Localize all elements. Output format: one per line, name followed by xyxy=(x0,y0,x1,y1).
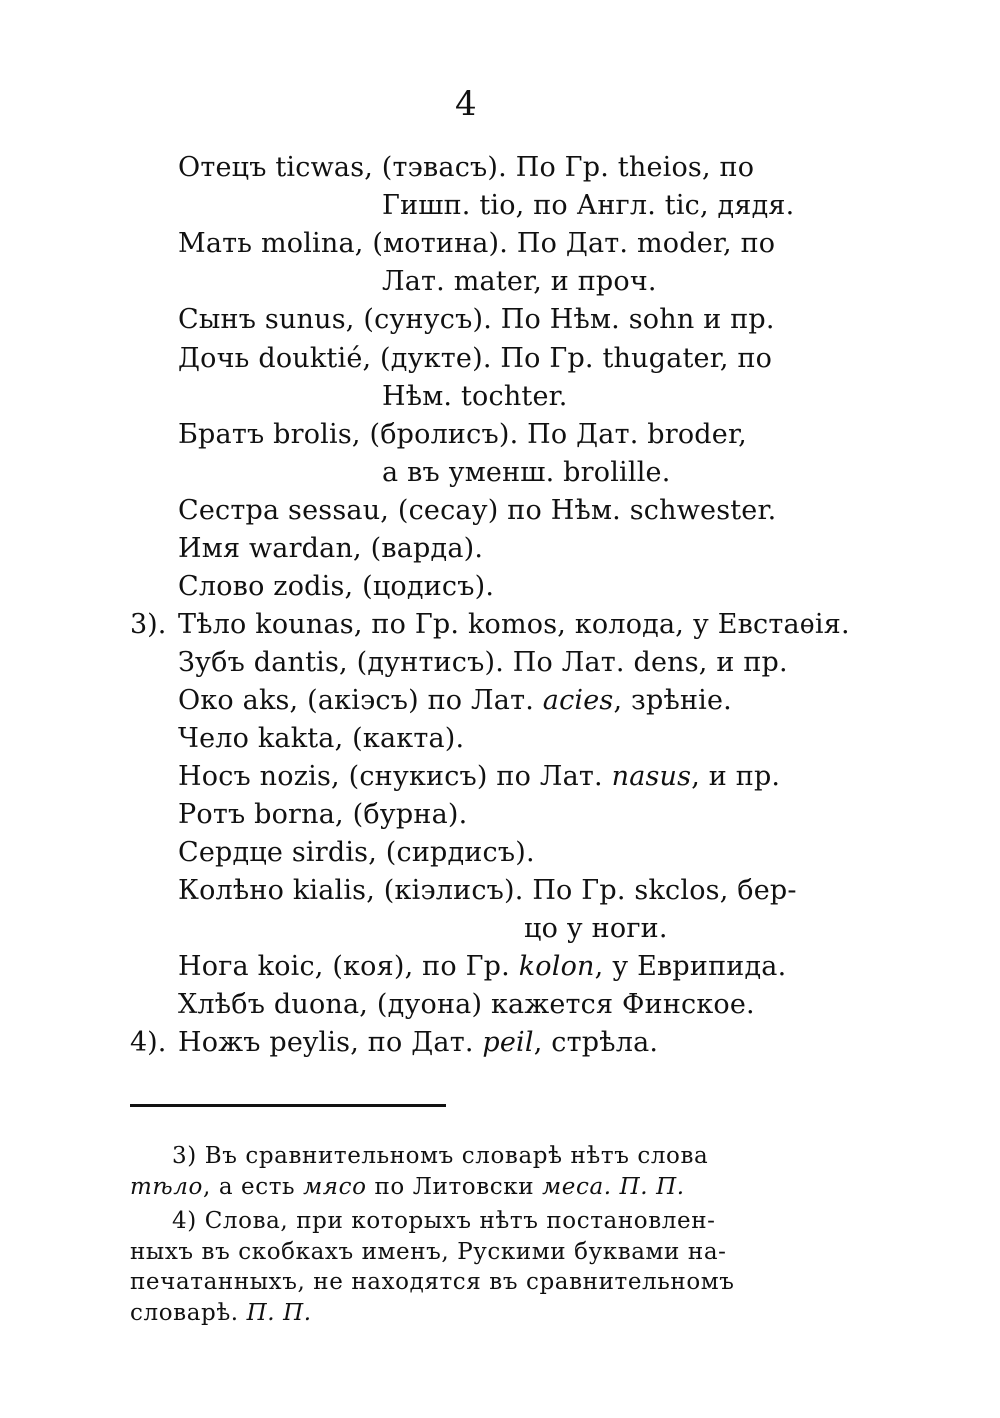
footnote-marker-3: 3). xyxy=(130,609,167,640)
entry-sister: Сестра sessau, (сесау) по Нѣм. schwester. xyxy=(178,495,777,526)
entry-leg: Нога koic, (коя), по Гр. kolon, у Еврипида. xyxy=(178,951,787,982)
entry-word: Слово zodis, (цодисъ). xyxy=(178,571,495,602)
entry-heart: Сердце sirdis, (сирдисъ). xyxy=(178,837,535,868)
entry-brother-cont: а въ уменш. brolille. xyxy=(382,457,671,488)
entry-eye: Око aks, (акіэсъ) по Лат. acies, зрѣніе. xyxy=(178,685,732,716)
footnote-4-line-1: 4) Слова, при которыхъ нѣтъ постановлен- xyxy=(172,1208,716,1234)
entry-brother: Братъ brolis, (бролисъ). По Дат. broder, xyxy=(178,419,747,450)
entry-body: Тѣло kounas, по Гр. komos, колода, у Евстаѳія. xyxy=(178,609,850,640)
entry-forehead: Чело kakta, (какта). xyxy=(178,723,465,754)
footnote-divider xyxy=(130,1104,446,1107)
footnote-3-line-2: тѣло, а есть мясо по Литовски меса. П. П. xyxy=(130,1174,685,1200)
footnote-3-line-1: 3) Въ сравнительномъ словарѣ нѣтъ слова xyxy=(172,1143,709,1169)
entry-father-cont: Гишп. tio, по Англ. tic, дядя. xyxy=(382,190,795,221)
entry-father: Отецъ ticwas, (тэвасъ). По Гр. theios, по xyxy=(178,152,755,183)
entry-knife: Ножъ peylis, по Дат. peil, стрѣла. xyxy=(178,1027,659,1058)
page-number: 4 xyxy=(455,84,477,124)
footnote-4-line-3: печатанныхъ, не находятся въ сравнительномъ xyxy=(130,1269,735,1295)
entry-nose: Носъ nozis, (снукисъ) по Лат. nasus, и пр. xyxy=(178,761,781,792)
entry-knee: Колѣно kialis, (кіэлисъ). По Гр. skclos, бер- xyxy=(178,875,797,906)
entry-mother-cont: Лат. mater, и проч. xyxy=(382,266,657,297)
entry-name: Имя wardan, (варда). xyxy=(178,533,484,564)
entry-son: Сынъ sunus, (сунусъ). По Нѣм. sohn и пр. xyxy=(178,304,775,335)
entry-daughter-cont: Нѣм. tochter. xyxy=(382,381,568,412)
entry-tooth: Зубъ dantis, (дунтисъ). По Лат. dens, и пр. xyxy=(178,647,788,678)
footnote-marker-4: 4). xyxy=(130,1027,167,1058)
entry-knee-cont: цо у ноги. xyxy=(524,913,668,944)
footnote-4-line-2: ныхъ въ скобкахъ именъ, Рускими буквами на- xyxy=(130,1239,727,1265)
entry-mother: Мать molina, (мотина). По Дат. moder, по xyxy=(178,228,776,259)
footnote-4-line-4: словарѣ. П. П. xyxy=(130,1300,312,1326)
entry-bread: Хлѣбъ duona, (дуона) кажется Финское. xyxy=(178,989,755,1020)
entry-mouth: Ротъ borna, (бурна). xyxy=(178,799,468,830)
entry-daughter: Дочь douktié, (дукте). По Гр. thugater, по xyxy=(178,343,773,374)
